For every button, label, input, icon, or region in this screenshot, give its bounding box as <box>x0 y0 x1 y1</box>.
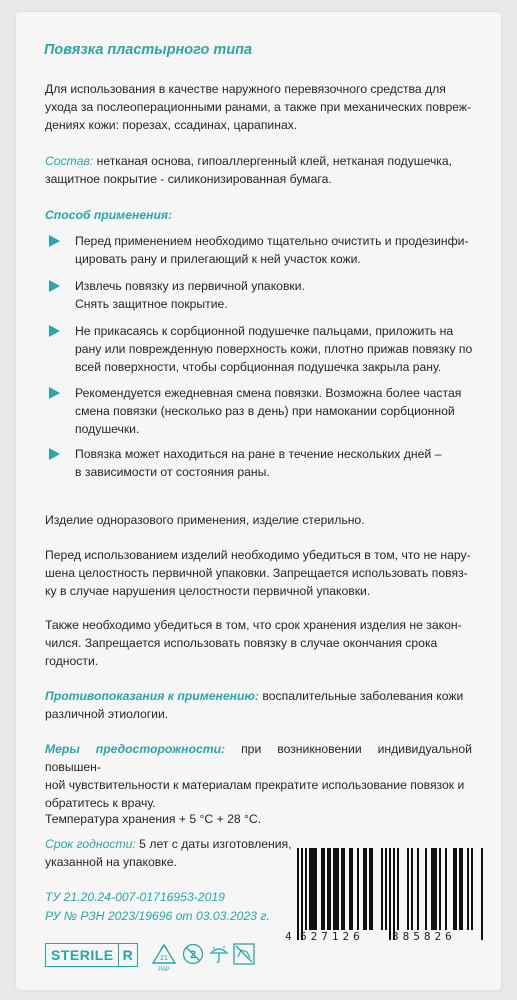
step-line: Повязка может находиться на ране в течение нескольких дней – <box>75 447 442 461</box>
barcode-bar <box>393 848 395 940</box>
consult-instructions-icon <box>233 943 255 965</box>
recycle-code: PAP <box>158 967 170 973</box>
usage-heading: Способ применения: <box>45 208 173 222</box>
step-line: рану или поврежденную поверхность кожи, плотно прижав повязку по <box>75 342 473 356</box>
expiry-line: чился. Запрещается использовать повязку в случае окончания срока <box>45 636 438 650</box>
barcode-bar <box>389 848 391 940</box>
usage-step <box>45 384 473 438</box>
barcode-bar <box>381 848 383 930</box>
registration-info <box>45 888 270 926</box>
precautions-label: Меры предосторожности: <box>45 742 226 756</box>
composition-label: Состав: <box>45 154 94 168</box>
expiry-line: Также необходимо убедиться в том, что срок хранения изделия не закон- <box>45 618 462 632</box>
shelf-life-line: указанной на упаковке. <box>45 855 177 869</box>
step-line: подушечки. <box>75 422 140 436</box>
tu-number: ТУ 21.20.24-007-01716953-2019 <box>45 890 225 904</box>
barcode-bar <box>371 848 373 930</box>
barcode-bar <box>329 848 331 930</box>
barcode-bar <box>343 848 345 930</box>
step-line: Рекомендуется ежедневная смена повязки. Возможна более частая <box>75 386 462 400</box>
barcode-bar <box>365 848 367 930</box>
usage-step <box>45 322 473 376</box>
barcode-bar <box>297 848 299 940</box>
barcode-bar <box>471 848 473 930</box>
integrity-line: шена целостность первичной упаковки. Запрещается использовать повяз- <box>45 566 468 580</box>
usage-step <box>45 445 473 481</box>
ru-number: РУ № РЗН 2023/19696 от 03.03.2023 г. <box>45 909 270 923</box>
barcode-bar <box>431 848 433 930</box>
step-line: Снять защитное покрытие. <box>75 297 228 311</box>
barcode-bar <box>411 848 413 930</box>
barcode-bar <box>461 848 463 930</box>
keep-dry-icon <box>208 943 230 965</box>
precautions-line: обратитесь к врачу. <box>45 796 156 810</box>
barcode-bar <box>445 848 447 930</box>
intro-line: Для использования в качестве наружного перевязочного средства для <box>45 82 446 96</box>
barcode-bar <box>369 848 371 930</box>
step-line: всей поверхности, чтобы сорбционная подушечка закрыла рану. <box>75 360 442 374</box>
composition-line: нетканая основа, гипоаллергенный клей, нетканая подушечка, <box>93 154 453 168</box>
step-line: в зависимости от состояния раны. <box>75 465 270 479</box>
step-line: Извлечь повязку из первичной упаковки. <box>75 279 305 293</box>
barcode-bar <box>323 848 325 930</box>
barcode-bar <box>327 848 329 930</box>
svg-text:2: 2 <box>189 949 197 961</box>
barcode-bar <box>305 848 307 930</box>
shelf-life-paragraph <box>45 835 305 871</box>
barcode-bar <box>435 848 437 930</box>
expiry-check-paragraph <box>45 616 472 670</box>
barcode-bar <box>315 848 317 930</box>
barcode-bar <box>407 848 409 930</box>
barcode-digits-right: 385826 <box>392 930 456 943</box>
sterilization-method: R <box>118 944 138 966</box>
barcode-bar <box>349 848 351 930</box>
barcode-bar <box>433 848 435 930</box>
barcode-bar <box>385 848 387 930</box>
contraindications-line: воспалительные заболевания кожи <box>259 689 464 703</box>
step-line: Не прикасаясь к сорбционной подушечке пальцами, приложить на <box>75 324 454 338</box>
barcode-bar <box>439 848 441 930</box>
barcode-bar <box>321 848 323 930</box>
barcode-bar <box>417 848 419 930</box>
barcode-bar <box>467 848 469 930</box>
composition-line: защитное покрытие - силиконизированная бумага. <box>45 172 332 186</box>
barcode-bar <box>455 848 457 930</box>
barcode-bar <box>309 848 311 930</box>
contraindications-line: различной этиологии. <box>45 707 169 721</box>
composition-paragraph <box>45 152 472 188</box>
bullet-triangle-icon <box>49 280 60 292</box>
barcode-bar <box>357 848 359 930</box>
sterile-word: STERILE <box>51 947 114 963</box>
barcode-bar <box>313 848 315 930</box>
shelf-life-line: 5 лет с даты изготовления, <box>135 837 292 851</box>
usage-step <box>45 277 473 313</box>
step-line: смена повязки (несколько раз в день) при намокании сорбционной <box>75 404 455 418</box>
barcode-bar <box>337 848 339 930</box>
barcode-bar <box>481 848 483 940</box>
contraindications-label: Противопоказания к применению: <box>45 689 260 703</box>
intro-line: ухода за послеоперационными ранами, а также при механических повреж- <box>45 100 472 114</box>
single-use-note: Изделие одноразового применения, изделие стерильно. <box>45 513 365 527</box>
barcode-digits-left: 627126 <box>300 930 364 943</box>
recycle-pap-icon <box>150 943 178 973</box>
integrity-paragraph <box>45 546 472 600</box>
usage-step <box>45 232 473 268</box>
step-line: цировать рану и прилегающий к ней участок кожи. <box>75 252 361 266</box>
shelf-life-label: Срок годности: <box>45 837 136 851</box>
barcode-bar <box>311 848 313 930</box>
barcode-bar <box>341 848 343 930</box>
bullet-triangle-icon <box>49 235 60 247</box>
contraindications-paragraph <box>45 687 472 723</box>
storage-temperature: Температура хранения + 5 °С + 28 °С. <box>45 812 262 826</box>
barcode-bar <box>459 848 461 930</box>
barcode-digit-lead: 4 <box>285 930 292 943</box>
bullet-triangle-icon <box>49 325 60 337</box>
barcode-bar <box>397 848 399 930</box>
product-title: Повязка пластырного типа <box>44 42 253 58</box>
do-not-reuse-icon <box>182 943 204 965</box>
recycle-number: 21 <box>160 955 168 962</box>
precautions-line: при возникновении индивидуальной повышен- <box>45 742 472 774</box>
precautions-paragraph <box>45 740 472 812</box>
integrity-line: ку в случае нарушения целостности первичной упаковки. <box>45 584 371 598</box>
barcode-bar <box>333 848 335 930</box>
precautions-line: ной чувствительности к материалам прекратите использование повязок и <box>45 778 465 792</box>
expiry-line: годности. <box>45 654 99 668</box>
ean13-barcode <box>285 848 485 943</box>
bullet-triangle-icon <box>49 387 60 399</box>
barcode-bar <box>335 848 337 930</box>
intro-paragraph <box>45 80 472 134</box>
barcode-bar <box>301 848 303 940</box>
barcode-bar <box>351 848 353 930</box>
barcode-bar <box>453 848 455 930</box>
step-line: Перед применением необходимо тщательно очистить и продезинфи- <box>75 234 469 248</box>
integrity-line: Перед использованием изделий необходимо убедиться в том, что не нару- <box>45 548 471 562</box>
barcode-bar <box>425 848 427 930</box>
barcode-bar <box>363 848 365 930</box>
sterile-r-mark <box>45 943 138 967</box>
intro-line: дениях кожи: порезах, ссадинах, царапинах. <box>45 118 298 132</box>
bullet-triangle-icon <box>49 448 60 460</box>
